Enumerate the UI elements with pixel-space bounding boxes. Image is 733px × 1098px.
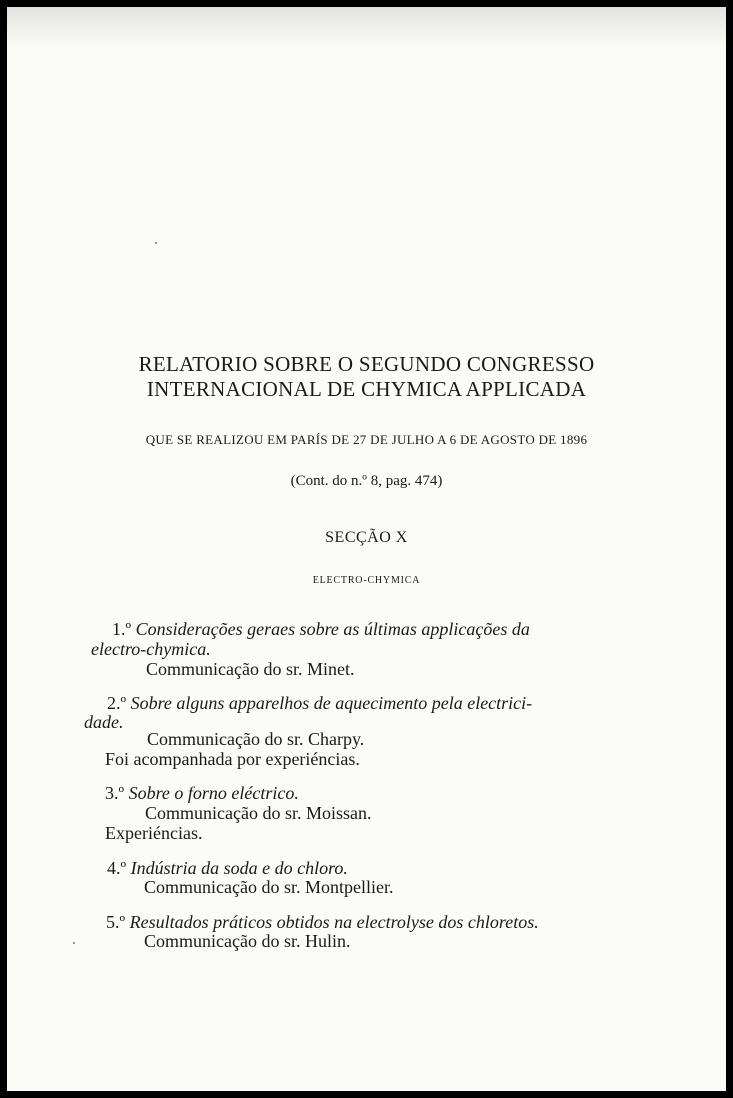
item-3-title-line-1 [105, 782, 299, 804]
item-2-note: Foi acompanhada por experiéncias. [105, 749, 360, 769]
paper-speck [155, 242, 157, 244]
item-5-title: Resultados práticos obtidos na electrolyse dos chloretos. [129, 912, 539, 932]
item-2-number: 2.º [107, 693, 127, 713]
item-5-number: 5.º [106, 912, 126, 932]
item-2-title-line-2: dade. [84, 712, 124, 732]
item-2-title-line-1 [107, 692, 532, 714]
item-4-communication: Communicação do sr. Montpellier. [144, 877, 394, 897]
item-1-title-line-1 [112, 618, 530, 640]
subtitle: QUE SE REALIZOU EM PARÍS DE 27 DE JULHO A 6 DE AGOSTO DE 1896 [145, 432, 588, 447]
subsection-heading: ELECTRO-CHYMICA [312, 575, 421, 586]
paper-speck [73, 942, 75, 944]
item-2-title: Sobre alguns apparelhos de aquecimento pela electrici- [130, 693, 533, 713]
item-3-title: Sobre o forno eléctrico. [128, 783, 299, 803]
page-edge-shadow [7, 7, 726, 47]
document-page [7, 7, 726, 1091]
item-1-title-line-2: electro-chymica. [91, 639, 211, 659]
item-2-communication: Communicação do sr. Charpy. [147, 729, 365, 749]
item-1-communication: Communicação do sr. Minet. [146, 659, 355, 679]
item-3-note: Experiéncias. [105, 823, 203, 843]
item-5-communication: Communicação do sr. Hulin. [144, 931, 351, 951]
item-3-communication: Communicação do sr. Moissan. [145, 803, 372, 823]
item-3-number: 3.º [105, 783, 125, 803]
section-heading: SECÇÃO X [325, 529, 408, 546]
item-4-title: Indústria da soda e do chloro. [130, 858, 348, 878]
item-1-title: Considerações geraes sobre as últimas applicações da [135, 619, 530, 639]
continuation-note: (Cont. do n.º 8, pag. 474) [290, 473, 443, 489]
title-line-2: INTERNACIONAL DE CHYMICA APPLICADA [146, 377, 587, 401]
item-4-number: 4.º [107, 858, 127, 878]
title-line-1: RELATORIO SOBRE O SEGUNDO CONGRESSO [138, 352, 595, 376]
item-1-number: 1.º [112, 619, 132, 639]
